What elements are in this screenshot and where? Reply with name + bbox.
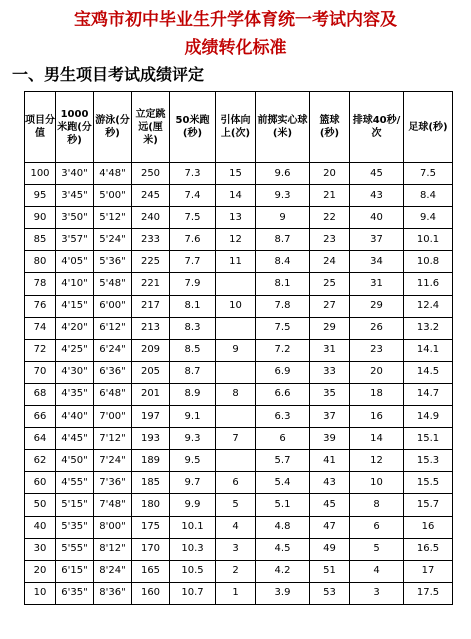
scoring-table <box>24 91 453 605</box>
table-cell: 8'00" <box>94 516 132 538</box>
table-cell: 4'40" <box>56 406 94 428</box>
table-cell: 5'55" <box>56 538 94 560</box>
table-cell: 7'36" <box>94 472 132 494</box>
table-cell: 6.3 <box>256 406 310 428</box>
table-cell: 4'20" <box>56 317 94 339</box>
table-cell: 37 <box>350 229 404 251</box>
table-cell: 25 <box>310 273 350 295</box>
table-cell: 6'12" <box>94 317 132 339</box>
table-cell: 221 <box>132 273 170 295</box>
table-row <box>25 494 453 516</box>
table-cell: 8.1 <box>170 295 216 317</box>
table-cell: 14 <box>350 428 404 450</box>
table-cell: 7.5 <box>170 207 216 229</box>
table-cell: 10.3 <box>170 538 216 560</box>
table-cell: 51 <box>310 560 350 582</box>
table-cell: 245 <box>132 185 170 207</box>
table-cell: 6'00" <box>94 295 132 317</box>
table-row <box>25 472 453 494</box>
table-cell: 15.1 <box>404 428 453 450</box>
table-row <box>25 428 453 450</box>
table-cell: 15 <box>216 163 256 185</box>
table-cell: 85 <box>25 229 56 251</box>
table-cell: 23 <box>310 229 350 251</box>
table-cell: 18 <box>350 383 404 405</box>
table-cell: 4.2 <box>256 560 310 582</box>
table-cell: 9.3 <box>170 428 216 450</box>
table-cell: 6'48" <box>94 383 132 405</box>
table-cell <box>216 317 256 339</box>
table-cell: 20 <box>310 163 350 185</box>
table-cell: 64 <box>25 428 56 450</box>
table-cell: 13.2 <box>404 317 453 339</box>
table-cell: 15.7 <box>404 494 453 516</box>
column-header: 50米跑(秒) <box>170 92 216 163</box>
table-cell: 68 <box>25 383 56 405</box>
table-cell: 66 <box>25 406 56 428</box>
table-cell: 14.7 <box>404 383 453 405</box>
table-cell: 4'25" <box>56 339 94 361</box>
table-cell <box>216 450 256 472</box>
table-cell: 45 <box>310 494 350 516</box>
table-cell: 10.1 <box>170 516 216 538</box>
table-cell: 62 <box>25 450 56 472</box>
table-cell: 29 <box>310 317 350 339</box>
table-row <box>25 207 453 229</box>
table-cell: 8.7 <box>256 229 310 251</box>
table-cell: 9.3 <box>256 185 310 207</box>
table-cell: 8'36" <box>94 582 132 604</box>
table-cell: 10.7 <box>170 582 216 604</box>
table-cell: 5'48" <box>94 273 132 295</box>
table-cell: 9.1 <box>170 406 216 428</box>
table-cell: 213 <box>132 317 170 339</box>
table-cell: 10.5 <box>170 560 216 582</box>
table-row <box>25 163 453 185</box>
table-cell: 4 <box>350 560 404 582</box>
table-cell: 6'35" <box>56 582 94 604</box>
table-cell: 4'55" <box>56 472 94 494</box>
table-row <box>25 295 453 317</box>
table-cell: 217 <box>132 295 170 317</box>
table-cell: 6'24" <box>94 339 132 361</box>
table-cell: 10 <box>350 472 404 494</box>
table-cell: 5.1 <box>256 494 310 516</box>
table-cell: 205 <box>132 361 170 383</box>
table-body <box>25 163 453 605</box>
column-header: 前掷实心球(米) <box>256 92 310 163</box>
table-cell: 15.5 <box>404 472 453 494</box>
table-cell: 209 <box>132 339 170 361</box>
column-header: 引体向上(次) <box>216 92 256 163</box>
table-cell: 9 <box>216 339 256 361</box>
table-cell: 5'00" <box>94 185 132 207</box>
table-row <box>25 538 453 560</box>
table-cell: 10.1 <box>404 229 453 251</box>
table-cell: 53 <box>310 582 350 604</box>
table-cell: 6.6 <box>256 383 310 405</box>
table-cell: 10.8 <box>404 251 453 273</box>
table-cell: 40 <box>25 516 56 538</box>
table-cell: 185 <box>132 472 170 494</box>
table-cell: 9 <box>256 207 310 229</box>
table-cell: 3'57" <box>56 229 94 251</box>
table-cell: 2 <box>216 560 256 582</box>
table-cell: 3'40" <box>56 163 94 185</box>
table-cell: 5.7 <box>256 450 310 472</box>
table-cell: 16.5 <box>404 538 453 560</box>
table-cell: 14.5 <box>404 361 453 383</box>
table-cell: 225 <box>132 251 170 273</box>
table-row <box>25 406 453 428</box>
table-cell: 35 <box>310 383 350 405</box>
table-cell: 8.3 <box>170 317 216 339</box>
table-row <box>25 185 453 207</box>
table-cell: 8.4 <box>404 185 453 207</box>
table-cell: 34 <box>350 251 404 273</box>
table-cell: 6 <box>256 428 310 450</box>
table-cell: 33 <box>310 361 350 383</box>
table-cell: 24 <box>310 251 350 273</box>
table-cell: 20 <box>350 361 404 383</box>
table-cell: 189 <box>132 450 170 472</box>
table-cell: 6'36" <box>94 361 132 383</box>
table-cell: 3 <box>350 582 404 604</box>
table-cell: 22 <box>310 207 350 229</box>
table-cell: 23 <box>350 339 404 361</box>
table-cell: 8.9 <box>170 383 216 405</box>
table-row <box>25 582 453 604</box>
table-cell: 3'50" <box>56 207 94 229</box>
table-cell: 7'48" <box>94 494 132 516</box>
table-cell: 7.6 <box>170 229 216 251</box>
table-cell: 14.9 <box>404 406 453 428</box>
table-cell: 70 <box>25 361 56 383</box>
table-cell: 9.9 <box>170 494 216 516</box>
table-cell: 8'24" <box>94 560 132 582</box>
table-cell: 26 <box>350 317 404 339</box>
table-cell: 39 <box>310 428 350 450</box>
table-cell: 6 <box>216 472 256 494</box>
table-row <box>25 229 453 251</box>
table-cell: 20 <box>25 560 56 582</box>
table-cell: 80 <box>25 251 56 273</box>
table-cell: 11.6 <box>404 273 453 295</box>
table-cell: 3.9 <box>256 582 310 604</box>
table-cell: 4'30" <box>56 361 94 383</box>
table-cell: 7.5 <box>404 163 453 185</box>
table-cell: 7.8 <box>256 295 310 317</box>
table-cell: 100 <box>25 163 56 185</box>
table-cell: 5'36" <box>94 251 132 273</box>
table-cell: 49 <box>310 538 350 560</box>
table-cell <box>216 273 256 295</box>
table-cell: 233 <box>132 229 170 251</box>
table-cell: 7.4 <box>170 185 216 207</box>
table-cell <box>216 361 256 383</box>
column-header: 项目分值 <box>25 92 56 163</box>
table-cell: 5 <box>216 494 256 516</box>
section-title: 一、男生项目考试成绩评定 <box>12 65 205 84</box>
table-cell: 170 <box>132 538 170 560</box>
table-cell: 43 <box>310 472 350 494</box>
table-cell: 4.5 <box>256 538 310 560</box>
table-cell: 5'15" <box>56 494 94 516</box>
table-cell: 160 <box>132 582 170 604</box>
table-cell: 4'50" <box>56 450 94 472</box>
table-cell: 6'15" <box>56 560 94 582</box>
document-title-line1: 宝鸡市初中毕业生升学体育统一考试内容及 <box>74 10 397 30</box>
table-cell: 4.8 <box>256 516 310 538</box>
table-cell: 7'12" <box>94 428 132 450</box>
table-cell: 78 <box>25 273 56 295</box>
table-cell: 11 <box>216 251 256 273</box>
table-row <box>25 339 453 361</box>
table-cell: 5'12" <box>94 207 132 229</box>
table-row <box>25 383 453 405</box>
table-cell: 31 <box>310 339 350 361</box>
table-cell: 41 <box>310 450 350 472</box>
table-cell: 193 <box>132 428 170 450</box>
table-cell: 10 <box>216 295 256 317</box>
table-cell: 9.7 <box>170 472 216 494</box>
table-cell: 29 <box>350 295 404 317</box>
table-cell: 30 <box>25 538 56 560</box>
table-cell: 95 <box>25 185 56 207</box>
table-row <box>25 317 453 339</box>
table-cell: 4'15" <box>56 295 94 317</box>
table-cell: 7.2 <box>256 339 310 361</box>
table-row <box>25 450 453 472</box>
table-row <box>25 273 453 295</box>
table-cell: 16 <box>350 406 404 428</box>
table-row <box>25 516 453 538</box>
table-cell: 6 <box>350 516 404 538</box>
table-cell: 9.4 <box>404 207 453 229</box>
table-cell: 250 <box>132 163 170 185</box>
table-cell: 14 <box>216 185 256 207</box>
column-header: 足球(秒) <box>404 92 453 163</box>
table-cell: 7'24" <box>94 450 132 472</box>
table-cell: 5 <box>350 538 404 560</box>
table-cell: 240 <box>132 207 170 229</box>
column-header: 篮球(秒) <box>310 92 350 163</box>
table-cell: 8.1 <box>256 273 310 295</box>
table-cell: 8 <box>216 383 256 405</box>
table-cell: 12 <box>216 229 256 251</box>
table-cell: 7.9 <box>170 273 216 295</box>
column-header: 1000米跑(分秒) <box>56 92 94 163</box>
table-cell: 7'00" <box>94 406 132 428</box>
table-cell: 5'24" <box>94 229 132 251</box>
table-cell: 74 <box>25 317 56 339</box>
table-cell: 9.5 <box>170 450 216 472</box>
table-cell: 4 <box>216 516 256 538</box>
table-cell: 45 <box>350 163 404 185</box>
table-cell: 40 <box>350 207 404 229</box>
table-cell: 4'48" <box>94 163 132 185</box>
table-cell: 3 <box>216 538 256 560</box>
table-cell: 4'10" <box>56 273 94 295</box>
table-cell: 13 <box>216 207 256 229</box>
table-cell: 4'45" <box>56 428 94 450</box>
table-cell: 60 <box>25 472 56 494</box>
table-cell: 7.7 <box>170 251 216 273</box>
table-row <box>25 560 453 582</box>
table-cell: 8 <box>350 494 404 516</box>
table-cell: 8'12" <box>94 538 132 560</box>
table-cell: 5.4 <box>256 472 310 494</box>
table-cell: 10 <box>25 582 56 604</box>
table-row <box>25 251 453 273</box>
table-cell: 201 <box>132 383 170 405</box>
table-cell: 16 <box>404 516 453 538</box>
table-cell: 50 <box>25 494 56 516</box>
table-cell: 31 <box>350 273 404 295</box>
table-cell: 21 <box>310 185 350 207</box>
table-cell: 175 <box>132 516 170 538</box>
table-cell: 76 <box>25 295 56 317</box>
table-cell: 7 <box>216 428 256 450</box>
table-cell <box>216 406 256 428</box>
table-cell: 90 <box>25 207 56 229</box>
table-cell: 3'45" <box>56 185 94 207</box>
table-cell: 47 <box>310 516 350 538</box>
column-header: 立定跳远(厘米) <box>132 92 170 163</box>
table-cell: 4'35" <box>56 383 94 405</box>
column-header: 游泳(分秒) <box>94 92 132 163</box>
document-title-line2: 成绩转化标准 <box>184 38 287 58</box>
table-cell: 8.5 <box>170 339 216 361</box>
table-row <box>25 361 453 383</box>
table-cell: 12 <box>350 450 404 472</box>
table-cell: 1 <box>216 582 256 604</box>
table-header-row <box>25 92 453 163</box>
table-cell: 12.4 <box>404 295 453 317</box>
table-cell: 17.5 <box>404 582 453 604</box>
column-header: 排球40秒/次 <box>350 92 404 163</box>
table-cell: 7.5 <box>256 317 310 339</box>
table-cell: 4'05" <box>56 251 94 273</box>
table-cell: 6.9 <box>256 361 310 383</box>
table-cell: 43 <box>350 185 404 207</box>
table-cell: 5'35" <box>56 516 94 538</box>
table-cell: 37 <box>310 406 350 428</box>
table-cell: 180 <box>132 494 170 516</box>
table-cell: 14.1 <box>404 339 453 361</box>
table-cell: 8.7 <box>170 361 216 383</box>
table-cell: 15.3 <box>404 450 453 472</box>
table-cell: 9.6 <box>256 163 310 185</box>
table-cell: 72 <box>25 339 56 361</box>
table-cell: 17 <box>404 560 453 582</box>
table-cell: 8.4 <box>256 251 310 273</box>
table-cell: 27 <box>310 295 350 317</box>
table-cell: 7.3 <box>170 163 216 185</box>
table-cell: 197 <box>132 406 170 428</box>
table-cell: 165 <box>132 560 170 582</box>
